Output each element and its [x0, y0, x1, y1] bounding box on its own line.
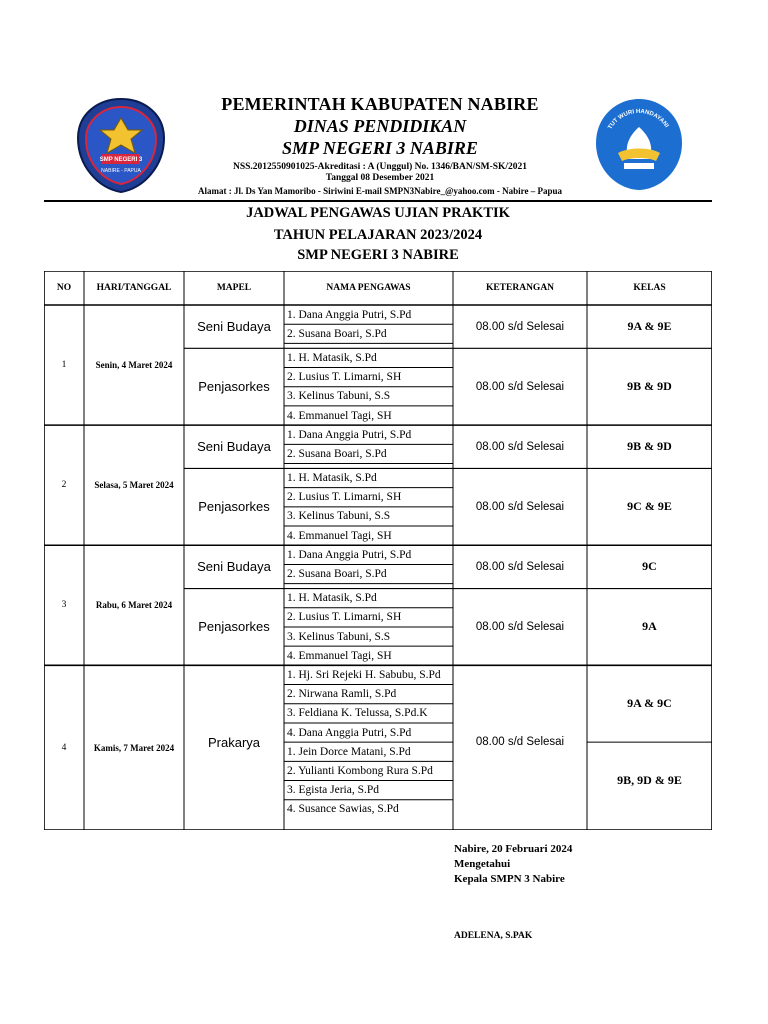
header-date: HARI/TANGGAL	[96, 283, 172, 293]
time-note-cell: 08.00 s/d Selesai	[475, 440, 565, 453]
supervisor-name: 1. Hj. Sri Rejeki H. Sabubu, S.Pd	[287, 668, 441, 681]
letterhead-divider	[44, 200, 712, 202]
row-number: 4	[61, 742, 67, 753]
header-accreditation-date: Tanggal 08 Desember 2021	[325, 173, 435, 183]
date-cell: Selasa, 5 Maret 2024	[94, 480, 174, 491]
supervisor-name: 1. H. Matasik, S.Pd	[287, 472, 377, 485]
supervisor-name: 3. Egista Jeria, S.Pd	[287, 784, 379, 797]
row-number: 1	[61, 360, 67, 371]
logo-right-motto: TUT WURI HANDAYANI	[607, 108, 670, 131]
time-note-cell: 08.00 s/d Selesai	[475, 620, 565, 633]
class-cell: 9A & 9C	[627, 696, 672, 711]
subject-cell: Penjasorkes	[198, 619, 270, 635]
supervisor-name: 1. Jein Dorce Matani, S.Pd	[287, 745, 411, 758]
subject-cell: Seni Budaya	[197, 319, 271, 335]
schedule-table	[44, 271, 712, 830]
time-note-cell: 08.00 s/d Selesai	[475, 320, 565, 333]
supervisor-name: 2. Susana Boari, S.Pd	[287, 327, 387, 340]
signature-name: ADELENA, S.PAK	[454, 931, 533, 941]
header-address: Alamat : Jl. Ds Yan Mamoribo - Siriwini E-mail SMPN3Nabire_@yahoo.com - Nabire – Papua	[198, 186, 562, 196]
signature-acknowledged: Mengetahui	[454, 858, 511, 870]
document-school: SMP NEGERI 3 NABIRE	[297, 247, 459, 263]
supervisor-name: 2. Yulianti Kombong Rura S.Pd	[287, 764, 433, 777]
document-title: JADWAL PENGAWAS UJIAN PRAKTIK	[246, 205, 510, 221]
row-number: 3	[61, 600, 67, 611]
supervisor-name: 1. Dana Anggia Putri, S.Pd	[287, 548, 412, 561]
subject-cell: Penjasorkes	[198, 499, 270, 515]
class-cell: 9A & 9E	[627, 319, 672, 334]
supervisor-name: 3. Kelinus Tabuni, S.S	[287, 510, 391, 523]
document-year: TAHUN PELAJARAN 2023/2024	[273, 227, 483, 243]
header-accreditation: NSS.2012550901025-Akreditasi : A (Unggul) No. 1346/BAN/SM-SK/2021	[232, 162, 528, 172]
header-notes: KETERANGAN	[485, 283, 555, 293]
signature-place-date: Nabire, 20 Februari 2024	[454, 843, 573, 855]
date-cell: Rabu, 6 Maret 2024	[95, 600, 173, 611]
time-note-cell: 08.00 s/d Selesai	[475, 560, 565, 573]
header-government: PEMERINTAH KABUPATEN NABIRE	[221, 94, 539, 114]
class-cell: 9A	[642, 619, 657, 634]
supervisor-name: 2. Susana Boari, S.Pd	[287, 568, 387, 581]
tut-wuri-handayani-logo	[594, 97, 684, 192]
header-no: NO	[56, 283, 72, 293]
school-emblem-logo	[74, 96, 168, 194]
header-subject: MAPEL	[216, 283, 252, 293]
header-class: KELAS	[633, 283, 666, 293]
logo-left-title: SMP NEGERI 3	[99, 157, 143, 163]
supervisor-name: 4. Emmanuel Tagi, SH	[287, 649, 392, 662]
class-cell: 9B, 9D & 9E	[617, 773, 682, 788]
time-note-cell: 08.00 s/d Selesai	[475, 380, 565, 393]
supervisor-name: 4. Dana Anggia Putri, S.Pd	[287, 726, 412, 739]
supervisor-name: 2. Susana Boari, S.Pd	[287, 447, 387, 460]
supervisor-name: 1. Dana Anggia Putri, S.Pd	[287, 308, 412, 321]
supervisor-name: 2. Lusius T. Limarni, SH	[287, 371, 402, 384]
time-note-cell: 08.00 s/d Selesai	[475, 736, 565, 749]
class-cell: 9C & 9E	[627, 499, 672, 514]
header-school: SMP NEGERI 3 NABIRE	[282, 138, 478, 158]
date-cell: Senin, 4 Maret 2024	[95, 360, 173, 371]
subject-cell: Seni Budaya	[197, 559, 271, 575]
supervisor-name: 2. Lusius T. Limarni, SH	[287, 611, 402, 624]
logo-left-subtitle: NABIRE - PAPUA	[101, 168, 141, 174]
row-number: 2	[61, 480, 67, 491]
subject-cell: Penjasorkes	[198, 379, 270, 395]
supervisor-name: 3. Feldiana K. Telussa, S.Pd.K	[287, 707, 428, 720]
supervisor-name: 4. Emmanuel Tagi, SH	[287, 409, 392, 422]
supervisor-name: 1. H. Matasik, S.Pd	[287, 351, 377, 364]
subject-cell: Prakarya	[207, 734, 261, 750]
supervisor-name: 2. Nirwana Ramli, S.Pd	[287, 688, 397, 701]
supervisor-name: 3. Kelinus Tabuni, S.S	[287, 390, 391, 403]
date-cell: Kamis, 7 Maret 2024	[93, 742, 175, 753]
supervisor-name: 2. Lusius T. Limarni, SH	[287, 491, 402, 504]
class-cell: 9B & 9D	[627, 439, 672, 454]
supervisor-name: 3. Kelinus Tabuni, S.S	[287, 630, 391, 643]
supervisor-name: 1. H. Matasik, S.Pd	[287, 592, 377, 605]
class-cell: 9B & 9D	[627, 379, 672, 394]
supervisor-name: 1. Dana Anggia Putri, S.Pd	[287, 428, 412, 441]
supervisor-name: 4. Susance Sawias, S.Pd	[287, 803, 399, 816]
signature-title: Kepala SMPN 3 Nabire	[454, 873, 565, 885]
header-supervisors: NAMA PENGAWAS	[326, 283, 411, 293]
subject-cell: Seni Budaya	[197, 439, 271, 455]
supervisor-name: 4. Emmanuel Tagi, SH	[287, 529, 392, 542]
class-cell: 9C	[642, 559, 657, 574]
time-note-cell: 08.00 s/d Selesai	[475, 500, 565, 513]
header-department: DINAS PENDIDIKAN	[293, 116, 467, 136]
